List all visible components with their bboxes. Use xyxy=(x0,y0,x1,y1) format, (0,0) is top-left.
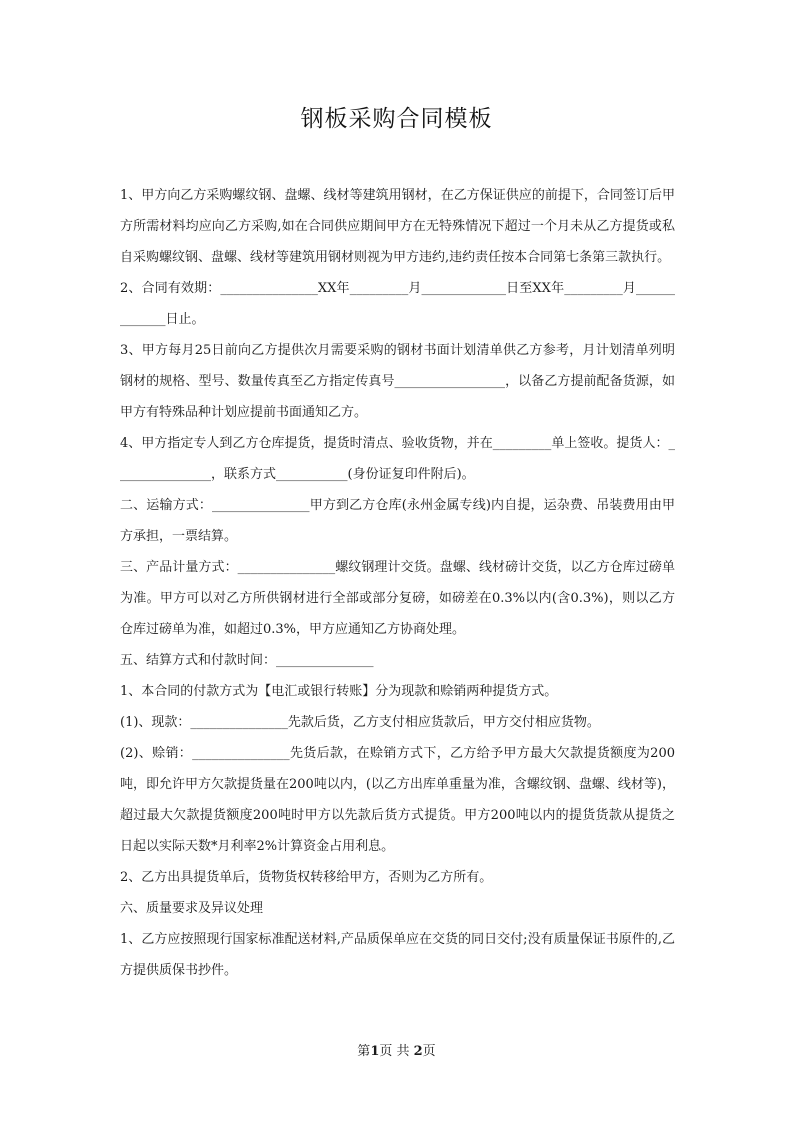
total-page-number: 2 xyxy=(413,1044,423,1059)
paragraph: (1)、现款：_______________先款后货，乙方支付相应货款后，甲方交付相应货物。 xyxy=(120,715,600,730)
document-body xyxy=(120,180,675,986)
paragraph: 4、甲方指定专人到乙方仓库提货，提货时清点、验收货物，并在_________单上签收。提货人：_______________，联系方式___________(身份证复印件附后)。 xyxy=(120,436,675,482)
paragraph: (2)、赊销：_______________先货后款，在赊销方式下，乙方给予甲方最大欠款提货额度为200吨，即允许甲方欠款提货量在200吨以内，(以乙方出库单重量为准，含螺纹钢、盘螺、线材等)，超过最大欠款提货额度200吨时甲方以先款后货方式提货。甲方200吨以内的提货货款从提货之日起以实际天数*月利率2%计算资金占用利息。 xyxy=(120,746,675,854)
footer-prefix: 第 xyxy=(357,1044,371,1059)
footer-suffix: 页 xyxy=(422,1044,436,1059)
paragraph: 2、合同有效期：_______________XX年_________月_____________日至XX年_________月_____________日止。 xyxy=(120,281,675,327)
paragraph: 3、甲方每月25日前向乙方提供次月需要采购的钢材书面计划清单供乙方参考，月计划清单列明钢材的规格、型号、数量传真至乙方指定传真号_________________，以备乙方提前配备货源，如甲方有特殊品种计划应提前书面通知乙方。 xyxy=(120,343,675,420)
paragraph: 五、结算方式和付款时间：_______________ xyxy=(120,653,374,668)
paragraph: 六、质量要求及异议处理 xyxy=(120,901,264,916)
page-footer xyxy=(0,1040,793,1059)
paragraph: 二、运输方式：_______________甲方到乙方仓库(永州金属专线)内自提，运杂费、吊装费用由甲方承担，一票结算。 xyxy=(120,498,675,544)
paragraph: 1、甲方向乙方采购螺纹钢、盘螺、线材等建筑用钢材，在乙方保证供应的前提下，合同签订后甲方所需材料均应向乙方采购,如在合同供应期间甲方在无特殊情况下超过一个月未从乙方提货或私自采购螺纹钢、盘螺、线材等建筑用钢材则视为甲方违约,违约责任按本合同第七条第三款执行。 xyxy=(120,188,675,265)
paragraph: 1、本合同的付款方式为【电汇或银行转账】分为现款和赊销两种提货方式。 xyxy=(120,684,558,699)
footer-middle: 页 共 xyxy=(379,1044,414,1059)
document-title: 钢板采购合同模板 xyxy=(300,106,493,132)
current-page-number: 1 xyxy=(370,1044,380,1059)
paragraph: 1、乙方应按照现行国家标准配送材料,产品质保单应在交货的同日交付;没有质量保证书原件的,乙方提供质保书抄件。 xyxy=(120,932,675,978)
paragraph: 2、乙方出具提货单后，货物货权转移给甲方，否则为乙方所有。 xyxy=(120,870,493,885)
paragraph: 三、产品计量方式：_______________螺纹钢理计交货。盘螺、线材磅计交货，以乙方仓库过磅单为准。甲方可以对乙方所供钢材进行全部或部分复磅，如磅差在0.3%以内(含0.3%)，则以乙方仓库过磅单为准，如超过0.3%，甲方应通知乙方协商处理。 xyxy=(120,560,675,637)
